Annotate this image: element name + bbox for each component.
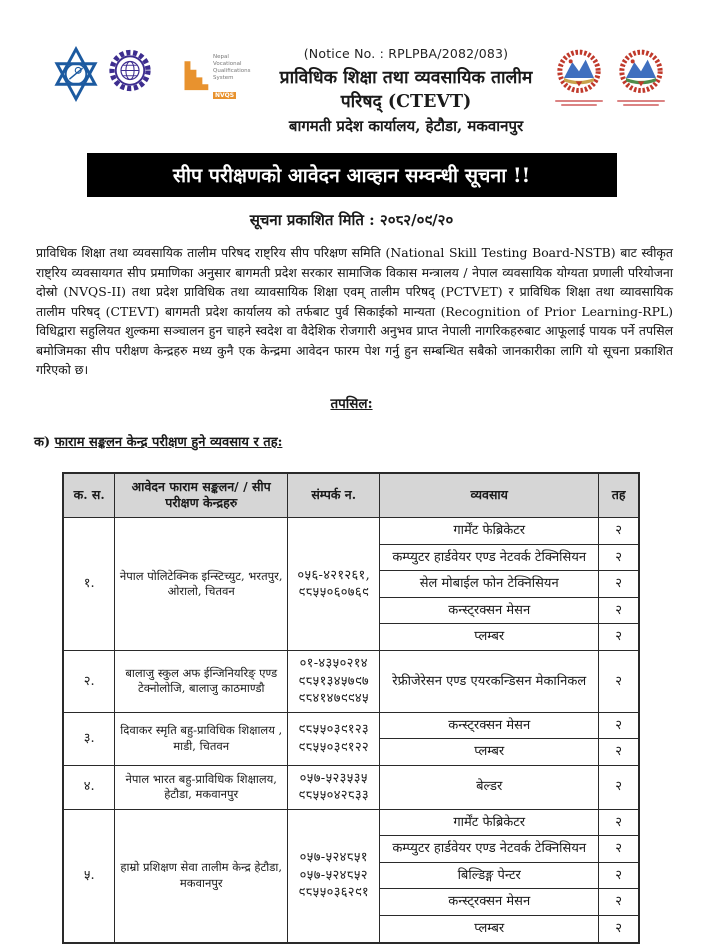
- skill-test-centers-table: [62, 472, 640, 944]
- section-a-label: क): [34, 434, 51, 450]
- level-cell: २: [599, 765, 639, 809]
- level-cell: २: [599, 862, 639, 889]
- section-a-heading: [34, 432, 703, 450]
- left-logo-group: [54, 46, 259, 102]
- level-cell: २: [599, 712, 639, 739]
- header-contact: संम्पर्क न.: [288, 473, 380, 518]
- occupation-cell: बेल्डर: [380, 765, 599, 809]
- level-cell: २: [599, 544, 639, 571]
- document-header: [0, 0, 703, 136]
- level-cell: २: [599, 739, 639, 766]
- nvqs-logo: [176, 54, 259, 101]
- emblem-caption-line: [617, 100, 665, 102]
- header-occupation: व्यवसाय: [380, 473, 599, 518]
- level-cell: २: [599, 650, 639, 712]
- serial-number-cell: २.: [63, 650, 115, 712]
- contact-number-cell: ०५७-५२३५३५ ९८५५०४२८३३: [288, 765, 380, 809]
- office-location: बागमती प्रदेश कार्यालय, हेटौडा, मकवानपुर: [288, 117, 524, 135]
- table-row: [63, 518, 639, 545]
- nepal-emblem-right: [615, 48, 667, 106]
- occupation-cell: कम्प्युटर हार्डवेयर एण्ड नेटवर्क टेक्निसियन: [380, 836, 599, 863]
- published-date: सूचना प्रकाशित मिति : २०८२/०९/२०: [249, 211, 454, 229]
- level-cell: २: [599, 836, 639, 863]
- contact-number-cell: ०५६-४२१२६१, ९८५५०६०७६९: [288, 518, 380, 651]
- header-serial: क. स.: [63, 473, 115, 518]
- emblem-caption-line: [561, 104, 597, 106]
- occupation-cell: रेफ्रीजेरेसन एण्ड एयरकन्डिसन मेकानिकल: [380, 650, 599, 712]
- occupation-cell: प्लम्बर: [380, 624, 599, 651]
- nepal-coat-of-arms-icon: [554, 48, 604, 98]
- contact-number-cell: ०१-४३५०२१४ ९८५१३४५७९७ ९८४१४७९९४५: [288, 650, 380, 712]
- occupation-cell: कन्स्ट्रक्सन मेसन: [380, 889, 599, 916]
- contact-number-cell: ९८५५०३९१२३ ९८५५०३९१२२: [288, 712, 380, 765]
- right-logo-group: [553, 48, 667, 106]
- table-row: [63, 712, 639, 739]
- notice-body-paragraph: प्राविधिक शिक्षा तथा व्यवसायिक तालीम परिषद राष्ट्रिय सीप परिक्षण समिति (National Skill Testing Board-NSTB) बाट स्वीकृत राष्ट्रिय व्यवसायगत सीप प्रमाणिका अनुसार बागमती प्रदेश सरकार सामाजिक विकास मन्त्रालय / नेपाल व्यवसायिक योग्यता प्रणाली परियोजना दोस्रो (NVQS-II) तथा प्रदेश प्राविधिक तथा व्यावसायिक शिक्षा एवम् तालीम परिषद् (PCTVET) र प्राविधिक शिक्षा तथा व्यावसायिक तालीम परिषद् (CTEVT) बागमती प्रदेश कार्यालय को तर्फबाट पुर्व सिकाईको मान्यता (Recognition of Prior Learning-RPL) विधिद्वारा सहुलियत शुल्कमा सञ्चालन हुन चाहने स्वदेश वा वैदेशिक रोजगारी अनुभव प्राप्त नेपाली नागरिकहरुबाट आफूलाई पायक पर्ने तपसिल बमोजिमका सीप परीक्षण केन्द्रहरु मध्य कुनै एक केन्द्रमा आवेदन फारम पेश गर्नु हुन सम्बन्धित सबैको जानकारीका लागि यो सूचना प्रकाशित गरिएको छ।: [36, 245, 673, 377]
- ctevt-star-logo-icon: [54, 46, 98, 102]
- tapasil-heading: तपसिल:: [330, 395, 373, 412]
- level-cell: २: [599, 624, 639, 651]
- header-titles: [259, 46, 553, 136]
- emblem-caption-line: [623, 104, 659, 106]
- serial-number-cell: १.: [63, 518, 115, 651]
- center-name-cell: नेपाल भारत बहु-प्राविधिक शिक्षालय, हेटौडा, मकवानपुर: [115, 765, 288, 809]
- organization-name: प्राविधिक शिक्षा तथा व्यवसायिक तालीम परिषद् (CTEVT): [279, 68, 533, 112]
- occupation-cell: कन्स्ट्रक्सन मेसन: [380, 597, 599, 624]
- table-row: [63, 650, 639, 712]
- occupation-cell: गार्मेंट फेब्रिकेटर: [380, 809, 599, 836]
- level-cell: २: [599, 571, 639, 598]
- nepal-emblem-left: [553, 48, 605, 106]
- serial-number-cell: ३.: [63, 712, 115, 765]
- table-row: [63, 765, 639, 809]
- level-cell: २: [599, 889, 639, 916]
- section-a-text: फाराम सङ्कलन केन्द्र परीक्षण हुने व्यवसाय र तह:: [54, 434, 283, 450]
- contact-number-cell: ०५७-५२४८५१ ०५७-५२४८५२ ९८५५०३६२९१: [288, 809, 380, 942]
- table-row: [63, 809, 639, 836]
- serial-number-cell: ४.: [63, 765, 115, 809]
- center-name-cell: दिवाकर स्मृति बहु-प्राविधिक शिक्षालय , माडी, चितवन: [115, 712, 288, 765]
- level-cell: २: [599, 916, 639, 943]
- notice-title-banner: सीप परीक्षणको आवेदन आव्हान सम्वन्धी सूचना !!: [87, 153, 617, 197]
- occupation-cell: प्लम्बर: [380, 916, 599, 943]
- occupation-cell: कम्प्युटर हार्डवेयर एण्ड नेटवर्क टेक्निसियन: [380, 544, 599, 571]
- level-cell: २: [599, 597, 639, 624]
- ctevt-gear-logo-icon: [106, 46, 154, 98]
- occupation-cell: बिल्डिङ्ग पेन्टर: [380, 862, 599, 889]
- header-level: तह: [599, 473, 639, 518]
- center-name-cell: हाम्रो प्रशिक्षण सेवा तालीम केन्द्र हेटौडा, मकवानपुर: [115, 809, 288, 942]
- nvqs-steps-icon: [176, 54, 210, 94]
- level-cell: २: [599, 809, 639, 836]
- occupation-cell: गार्मेंट फेब्रिकेटर: [380, 518, 599, 545]
- occupation-cell: कन्स्ट्रक्सन मेसन: [380, 712, 599, 739]
- nvqs-label: NVQS: [215, 91, 235, 99]
- header-center: आवेदन फाराम सङ्कलन/ / सीप परीक्षण केन्द्रहरु: [115, 473, 288, 518]
- table-header-row: [63, 473, 639, 518]
- notice-number: (Notice No. : RPLPBA/2082/083): [303, 46, 509, 61]
- level-cell: २: [599, 518, 639, 545]
- center-name-cell: बालाजु स्कुल अफ ईन्जिनियरिङ् एण्ड टेक्नोलोजि, बालाजु काठमाण्डौ: [115, 650, 288, 712]
- occupation-cell: प्लम्बर: [380, 739, 599, 766]
- occupation-cell: सेल मोबाईल फोन टेक्निसियन: [380, 571, 599, 598]
- table-head: [63, 473, 639, 518]
- center-name-cell: नेपाल पोलिटेक्निक इन्स्टिच्युट, भरतपुर, ओरालो, चितवन: [115, 518, 288, 651]
- emblem-caption-line: [555, 100, 603, 102]
- centers-table-body: [63, 518, 639, 943]
- nvqs-caption: Nepal Vocational Qualifications System: [213, 54, 251, 81]
- nepal-coat-of-arms-icon: [616, 48, 666, 98]
- serial-number-cell: ५.: [63, 809, 115, 942]
